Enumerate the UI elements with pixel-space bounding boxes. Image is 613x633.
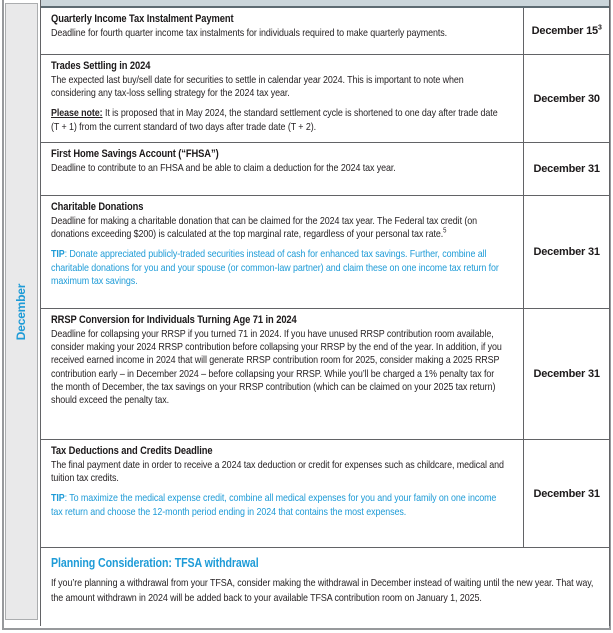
deadline-cell [41, 309, 523, 439]
deadline-body [51, 27, 504, 40]
tip-label: TIP [51, 248, 65, 261]
deadline-cell [41, 55, 523, 142]
tip-paragraph: TIP: To maximize the medical expense credit, combine all medical expenses for you and your family on one income tax return and choose the 12-month period ending in 2024 that contains the most expenses. [51, 492, 497, 518]
deadline-date-cell [523, 309, 609, 439]
deadline-date-cell [523, 196, 609, 308]
deadline-rows [41, 8, 609, 548]
deadline-date: December $15^3$ [531, 24, 602, 37]
table-row [41, 196, 609, 309]
deadline-title: Tax Deductions and Credits Deadline [51, 445, 213, 457]
page-bottom-border [2, 628, 611, 630]
tip-paragraph: TIP: Donate appreciated publicly-traded securities instead of cash for enhanced tax savings. Further, combine all charitable donations for you and your spouse (or common-law partner) and claim these on one income tax return for maximum tax savings. [51, 248, 499, 287]
deadline-date: December 30 [533, 92, 600, 105]
deadline-date-cell [523, 440, 609, 547]
body-paragraph: Deadline for collapsing your RRSP if you turned 71 in 2024. If you have unused RRSP contribution room available, consider making your 2024 RRSP contribution before collapsing your RRSP by the end of the year. In addition, if you received earned income in 2024 that will generate RRSP contribution room for 2025, consider making a 2025 RRSP contribution early – in December 2024 – before collapsing your RRSP. While you’ll be charged a 1% penalty tax for the month of December, the tax savings on your RRSP contribution (which can be claimed on your 2025 tax return) should exceed the penalty tax. [51, 328, 502, 407]
table-row [41, 440, 609, 548]
footnote-reference: 5 [443, 227, 447, 235]
deadline-date: December 31 [533, 487, 600, 500]
note-label: Please note: [51, 107, 103, 120]
deadline-date: December 31 [533, 163, 600, 175]
deadline-cell [41, 196, 523, 308]
planning-title: Planning Consideration: TFSA withdrawal [51, 556, 259, 570]
deadline-title: Charitable Donations [51, 201, 144, 213]
deadline-title: RRSP Conversion for Individuals Turning Age 71 in 2024 [51, 314, 297, 326]
deadline-table [40, 0, 610, 626]
body-paragraph: Deadline to contribute to an FHSA and be able to claim a deduction for the 2024 tax year. [51, 162, 396, 174]
body-paragraph: The final payment date in order to receive a 2024 tax deduction or credit for expenses such as childcare, medical and tuition tax credits. [51, 459, 504, 485]
deadline-cell [41, 143, 523, 195]
body-paragraph: Deadline for fourth quarter income tax instalments for individuals required to make quarterly payments. [51, 27, 448, 39]
page-left-border [2, 0, 4, 630]
deadline-body [51, 162, 504, 175]
deadline-date: December 31 [533, 246, 600, 258]
month-sidebar [5, 3, 38, 620]
body-paragraph: The expected last buy/sell date for securities to settle in calendar year 2024. This is important to note when considering any tax-loss selling strategy for the 2024 tax year. [51, 74, 464, 100]
note-paragraph: Please note: It is proposed that in May 2024, the standard settlement cycle is shortened to one day after trade date (T + 1) from the current standard of two days after trade date (T + 2). [51, 107, 498, 133]
deadline-title: Quarterly Income Tax Instalment Payment [51, 13, 234, 25]
previous-row-remnant [41, 0, 609, 8]
deadline-date: December 31 [533, 368, 600, 380]
body-paragraph: Deadline for making a charitable donation that can be claimed for the 2024 tax year. The Federal tax credit (on donations exceeding $200) is calculated at the top marginal rate, regardless of your personal tax rate.$^5$ [51, 215, 478, 241]
deadline-title: Trades Settling in 2024 [51, 60, 151, 72]
table-row [41, 55, 609, 143]
deadline-cell [41, 8, 523, 54]
planning-body: If you’re planning a withdrawal from your TFSA, consider making the withdrawal in December instead of waiting until the new year. That way, the amount withdrawn in 2024 will be added back to your available TFSA contribution room on January 1, 2025. [51, 577, 594, 604]
deadline-body [51, 74, 504, 134]
footnote-reference: 3 [597, 24, 602, 32]
month-label: December [14, 283, 29, 340]
deadline-title: First Home Savings Account (“FHSA”) [51, 148, 219, 160]
deadline-date-cell [523, 8, 609, 54]
deadline-cell [41, 440, 523, 547]
table-row [41, 8, 609, 55]
planning-section [41, 548, 609, 626]
deadline-date-cell [523, 55, 609, 142]
tip-label: TIP [51, 492, 65, 505]
deadline-body [51, 459, 504, 519]
table-row [41, 309, 609, 440]
deadline-body [51, 328, 504, 407]
table-row [41, 143, 609, 196]
deadline-body [51, 215, 504, 288]
deadline-date-cell [523, 143, 609, 195]
